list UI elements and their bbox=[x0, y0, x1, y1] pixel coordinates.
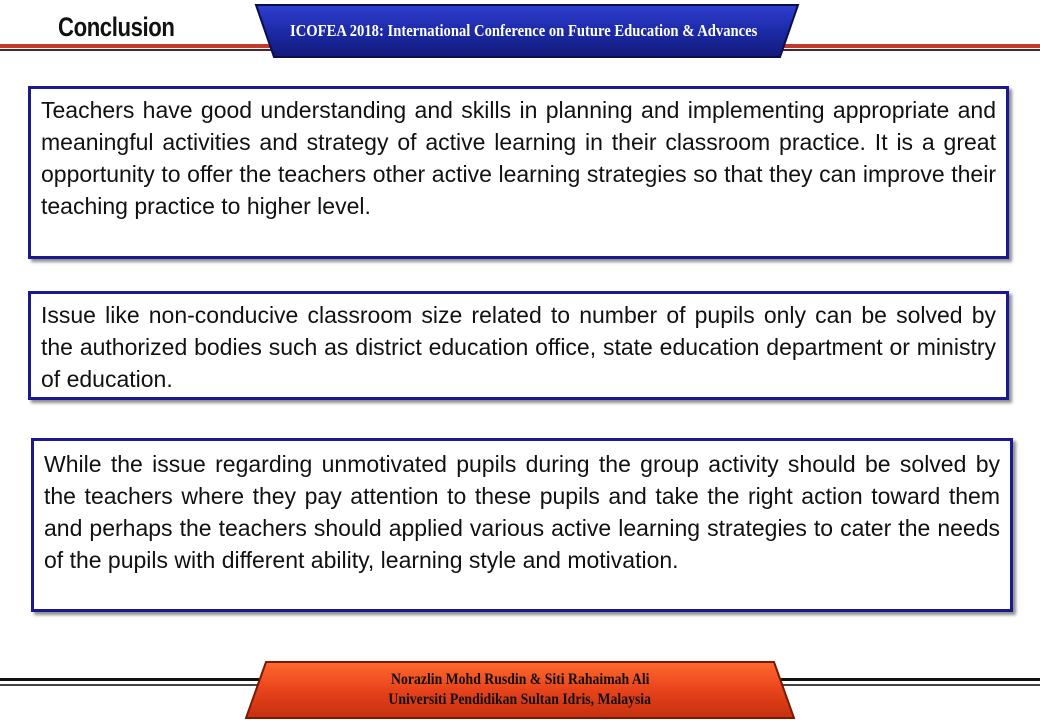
conclusion-paragraph-3: While the issue regarding unmotivated pupils during the group activity should be solved by the teachers where they pay attention to these pupils and take the right action toward them and perhaps the teachers should applied various active learning strategies to cater the needs of the pupils with different ability, learning style and motivation. bbox=[44, 451, 1000, 573]
banner-text: ICOFEA 2018: International Conference on Future Education & Advances bbox=[290, 21, 758, 40]
conclusion-box-3 bbox=[31, 438, 1013, 612]
slide-title: Conclusion bbox=[58, 12, 175, 42]
footer-institution: Universiti Pendidikan Sultan Idris, Malaysia bbox=[388, 691, 652, 708]
footer-banner bbox=[244, 660, 796, 720]
footer-authors: Norazlin Mohd Rusdin & Siti Rahaimah Ali bbox=[390, 671, 650, 688]
conclusion-box-1 bbox=[28, 86, 1009, 259]
conclusion-paragraph-1: Teachers have good understanding and skills in planning and implementing appropriate and meaningful activities and strategy of active learning in their classroom practice. It is a great opportunity to offer the teachers other active learning strategies so that they can improve their teaching practice to higher level. bbox=[41, 97, 996, 219]
conclusion-paragraph-2: Issue like non-conducive classroom size related to number of pupils only can be solved by the authorized bodies such as district education office, state education department or ministry of education. bbox=[41, 302, 996, 392]
conference-banner bbox=[248, 3, 800, 59]
conclusion-box-2 bbox=[28, 291, 1009, 400]
